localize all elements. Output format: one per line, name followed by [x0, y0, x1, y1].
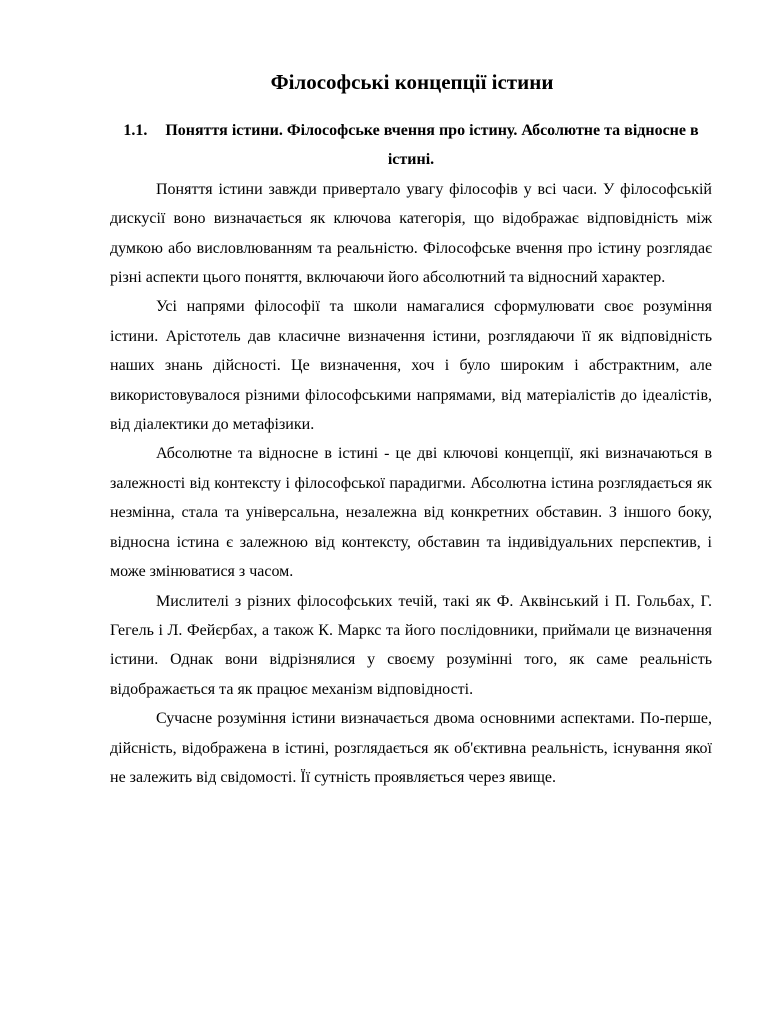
section-title: Поняття істини. Філософське вчення про істину. Абсолютне та відносне в істині.: [165, 122, 699, 169]
section-number: 1.1.: [123, 122, 148, 139]
paragraph: Абсолютне та відносне в істині - це дві ключові концепції, які визначаються в залежності від контексту і філософської парадигми. Абсолютна істина розглядається як незмінна, стала та універсальна, незалежна від конкретних обставин. З іншого боку, відносна істина є залежною від контексту, обставин та індивідуальних перспектив, і може змінюватися з часом.: [110, 445, 712, 581]
document-title: Філософські концепції істини: [270, 70, 554, 94]
paragraph: Сучасне розуміння істини визначається двома основними аспектами. По-перше, дійсність, відображена в істині, розглядається як об'єктивна реальність, існування якої не залежить від свідомості. Її сутність проявляється через явище.: [110, 710, 712, 786]
paragraph: Поняття істини завжди привертало увагу філософів у всі часи. У філософській дискусії воно визначається як ключова категорія, що відображає відповідність між думкою або висловлюванням та реальністю. Філософське вчення про істину розглядає різні аспекти цього поняття, включаючи його абсолютний та відносний характер.: [110, 180, 712, 287]
document-body: [110, 175, 712, 793]
document-page: [110, 62, 712, 792]
paragraph: Мислителі з різних філософських течій, такі як Ф. Аквінський і П. Гольбах, Г. Гегель і Л. Фейєрбах, а також К. Маркс та його послідовники, приймали це визначення істини. Однак вони відрізнялися у своєму розумінні того, як саме реальність відображається та як працює механізм відповідності.: [110, 592, 712, 698]
paragraph: Усі напрями філософії та школи намагалися сформулювати своє розуміння істини. Арістотель дав класичне визначення істини, розглядаючи її як відповідність наших знань дійсності. Це визначення, хоч і було широким і абстрактним, але використовувалося різними філософськими напрямами, від матеріалістів до ідеалістів, від діалектики до метафізики.: [110, 298, 712, 434]
section-heading: [110, 116, 712, 175]
